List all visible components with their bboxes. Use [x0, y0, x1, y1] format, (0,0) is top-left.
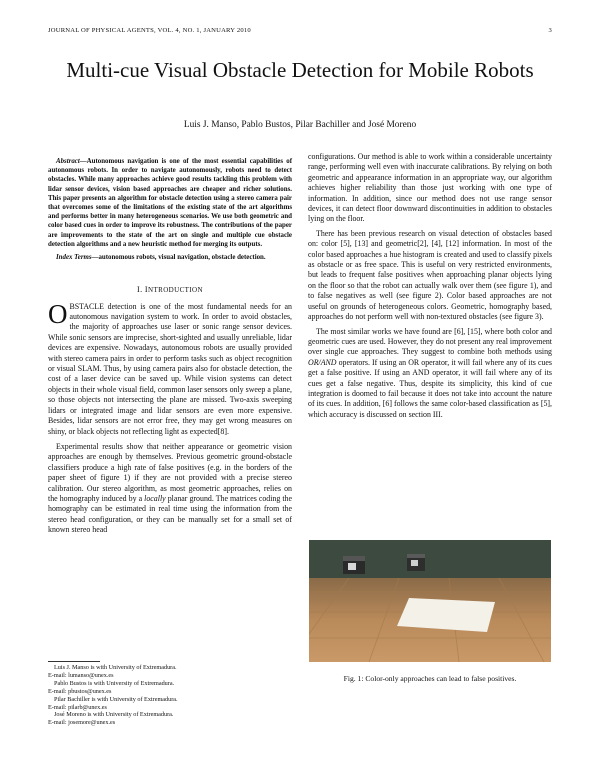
right-paragraph-1: configurations. Our method is able to work within a considerable uncertainty range, performing well even with inaccurate calibrations. By relying on both geometric and appearance information in an appropriate way, our algorithm achieves higher reliability than those just working with one type of information. In addition, since our method does not use range sensor devices, it can detect floor downward discontinuities in addition to obstacles lying on the floor.	[308, 152, 552, 224]
right-p3-text-a: The most similar works we have found are [6], [15], where both color and geometric cues are used. However, they do not present any real improvement over single cue approaches. They suggest to combine both methods using	[308, 326, 552, 357]
right-p3-emphasis: OR/AND	[308, 357, 337, 367]
left-column	[48, 152, 292, 536]
abstract-dash: —	[79, 158, 87, 165]
footnote-email: E-mail: lumanso@unex.es	[48, 671, 114, 679]
intro-p2-text-a: Experimental results show that neither appearance or geometric vision approaches are enough by themselves. Previous geometric ground-obstacle classifiers produce a high rate of false positives (e.g. in the borders of the paper sheet of figure 1) if they are not provided with a precise stereo calibration. Our stereo algorithm, as most geometric approaches, relies on the homography induced by a	[48, 441, 292, 503]
section-title-rest: NTRODUCTION	[148, 286, 203, 295]
intro-p2-text-b: planar ground. The matrices coding the homography can be estimated in real time using the information from the stereo head configuration, or they can be manually set for a small set of known stereo head	[48, 493, 292, 535]
box-obstacle-right	[407, 554, 425, 571]
index-terms-dash: —	[91, 254, 99, 262]
box-obstacle-left	[343, 556, 365, 574]
intro-p1-text: BSTACLE detection is one of the most fundamental needs for an autonomous navigation system to work. In order to avoid obstacles, the majority of approaches use laser or sonic range sensor devices. While sonic sensors are imprecise, short-sighted and usually unreliable, lidar devices are expensive. Nowadays, autonomous robots are usually provided with stereo camera pairs in order to perform tasks such as object recognition or visual SLAM. Thus, by using camera pairs also for obstacle detection, the cost of a laser device can be saved up. While vision systems can detect objects in their whole visual field, common laser sensors only sweep a plane, so those objects not intersecting the plane are missed. Two-axis sweeping lidars or integrated image and lidar sensors are even more expensive. Besides, lidar sensors are not error free, they may get wrong measures on shiny, or black objects not reflecting light as expected[8].	[48, 301, 292, 436]
drop-cap: O	[48, 298, 68, 329]
section-heading-introduction	[48, 285, 292, 295]
right-p3-text-b: operators. If using an OR operator, it will fail where any of its cues get a false positive. If using an AND operator, it will fail where any of its cues get a false negative. Thus, despite its simplicity, this kind of cue integration is doomed to fail because it does not take into account the nature of its cues. In addition, [6] follows the same color-based classification as [5], which accuracy is discussed on section III.	[308, 357, 552, 419]
footnote-email: E-mail: pilarb@unex.es	[48, 703, 107, 711]
index-terms-label: Index Terms	[56, 254, 92, 262]
footnote-line: Pablo Bustos is with University of Extremadura.	[54, 679, 175, 687]
abstract	[48, 157, 292, 249]
paper-title: Multi-cue Visual Obstacle Detection for Mobile Robots	[66, 58, 534, 82]
abstract-label: Abstract	[56, 158, 80, 165]
intro-paragraph-1	[48, 298, 292, 437]
section-numeral: I.	[137, 285, 143, 295]
index-terms	[48, 253, 292, 262]
index-terms-text: autonomous robots, visual navigation, obstacle detection.	[98, 254, 266, 262]
intro-paragraph-2	[48, 442, 292, 536]
section-title-first: I	[144, 285, 148, 295]
footnote-email: E-mail: josemore@unex.es	[48, 719, 116, 727]
right-column	[308, 152, 552, 420]
figure-1-photo	[309, 540, 551, 662]
abstract-text: Autonomous navigation is one of the most essential capabilities of autonomous robots. In order to navigate autonomously, robots need to detect obstacles. While many approaches achieve good results tackling this problem with lidar sensor devices, vision based approaches are cheaper and richer solutions. This paper presents an algorithm for obstacle detection using a stereo camera pair that overcomes some of the limitations of the existing state of the art algorithms and performs better in many heterogeneous scenarios. We use both geometric and color based cues in order to improve its robustness. The contributions of the paper are improvements to the state of the art on single and multiple cue obstacle detection algorithms and a new heuristic method for merging its outputs.	[48, 158, 292, 248]
footnote-rule	[48, 661, 100, 662]
figure-caption: Fig. 1: Color-only approaches can lead to false positives.	[343, 674, 517, 683]
right-paragraph-3	[308, 327, 552, 421]
intro-p2-emphasis: locally	[144, 493, 166, 503]
footnote-email: E-mail: pbustos@unex.es	[48, 687, 112, 695]
page-number: 3	[548, 27, 552, 34]
right-paragraph-2: There has been previous research on visual detection of obstacles based on: color [5], [13] and geometric[2], [4], [12] information. In most of the color based approaches a hue histogram is created and used to classify pixels as obstacle or as free space. This is useful on very restricted environments, but leads to frequent false positives when approaching planar objects lying on the floor so that the robot can actually walk over them (see figure 1), and to false negatives as well (see figure 2). Color based approaches are not useful on grounds of heterogeneous colors. Geometric, homography based, approaches do not perform well with non-textured obstacles (see figure 3).	[308, 228, 552, 322]
journal-header: JOURNAL OF PHYSICAL AGENTS, VOL. 4, NO. 1, JANUARY 2010	[48, 27, 251, 34]
footnotes	[48, 661, 292, 727]
footnote-line: Pilar Bachiller is with University of Extremadura.	[54, 695, 178, 703]
footnote-line: Luis J. Manso is with University of Extremadura.	[54, 664, 177, 671]
footnote-line: José Moreno is with University of Extremadura.	[54, 711, 174, 719]
author-list: Luis J. Manso, Pablo Bustos, Pilar Bachiller and José Moreno	[183, 120, 417, 130]
paper-sheet	[397, 598, 495, 632]
